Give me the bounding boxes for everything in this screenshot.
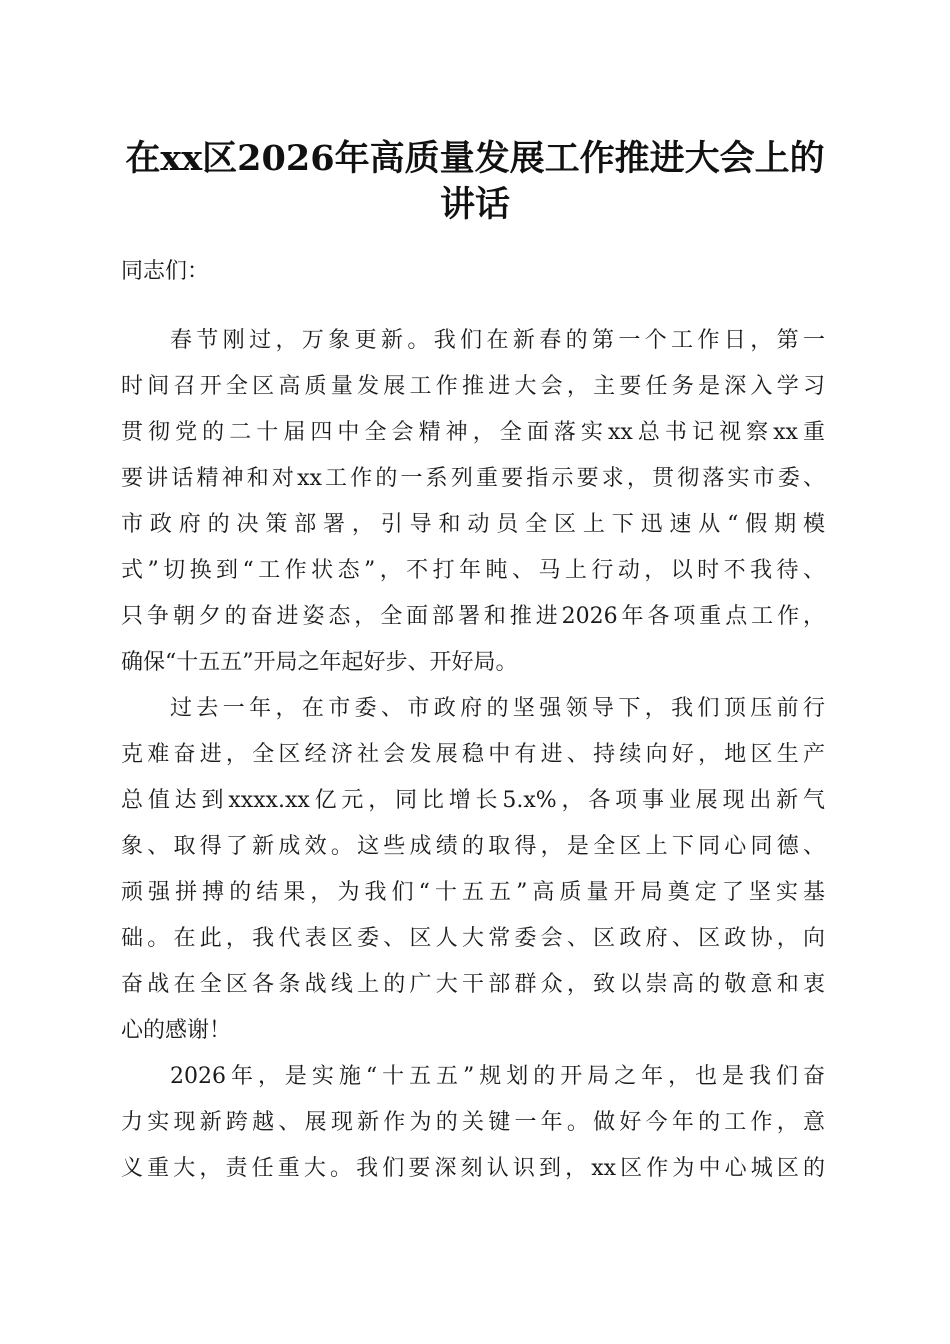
paragraph-line: 总值达到xxxx.xx亿元，同比增长5.x%，各项事业展现出新气 [121, 788, 825, 813]
paragraph-line: 市政府的决策部署，引导和动员全区上下迅速从“假期模 [121, 512, 825, 537]
paragraph-line: 时间召开全区高质量发展工作推进大会，主要任务是深入学习 [121, 374, 825, 399]
document-title-line-1: 在xx区2026年高质量发展工作推进大会上的 [125, 138, 825, 179]
paragraph-line: 奋战在全区各条战线上的广大干部群众，致以崇高的敬意和衷 [121, 972, 825, 997]
paragraph-line: 只争朝夕的奋进姿态，全面部署和推进2026年各项重点工作， [121, 604, 825, 629]
paragraph-line: 确保“十五五”开局之年起好步、开好局。 [121, 650, 518, 675]
paragraph-line: 心的感谢！ [121, 1018, 232, 1043]
paragraph-line: 贯彻党的二十届四中全会精神，全面落实xx总书记视察xx重 [121, 420, 825, 445]
paragraph-line: 式”切换到“工作状态”，不打年盹、马上行动，以时不我待、 [121, 558, 825, 583]
salutation: 同志们： [121, 259, 210, 284]
paragraph-line: 克难奋进，全区经济社会发展稳中有进、持续向好，地区生产 [121, 742, 825, 767]
paragraph-line: 过去一年，在市委、市政府的坚强领导下，我们顶压前行 [170, 696, 825, 721]
paragraph-line: 春节刚过，万象更新。我们在新春的第一个工作日，第一 [170, 328, 825, 353]
paragraph-line: 2026年，是实施“十五五”规划的开局之年，也是我们奋 [170, 1064, 825, 1089]
paragraph-line: 要讲话精神和对xx工作的一系列重要指示要求，贯彻落实市委、 [121, 466, 825, 491]
paragraph-line: 象、取得了新成效。这些成绩的取得，是全区上下同心同德、 [121, 834, 825, 859]
document-title-line-2: 讲话 [439, 184, 510, 225]
paragraph-line: 义重大，责任重大。我们要深刻认识到，xx区作为中心城区的 [121, 1156, 825, 1181]
paragraph-line: 顽强拼搏的结果，为我们“十五五”高质量开局奠定了坚实基 [121, 880, 825, 905]
paragraph-line: 力实现新跨越、展现新作为的关键一年。做好今年的工作，意 [121, 1110, 825, 1135]
paragraph-line: 础。在此，我代表区委、区人大常委会、区政府、区政协，向 [121, 926, 825, 951]
